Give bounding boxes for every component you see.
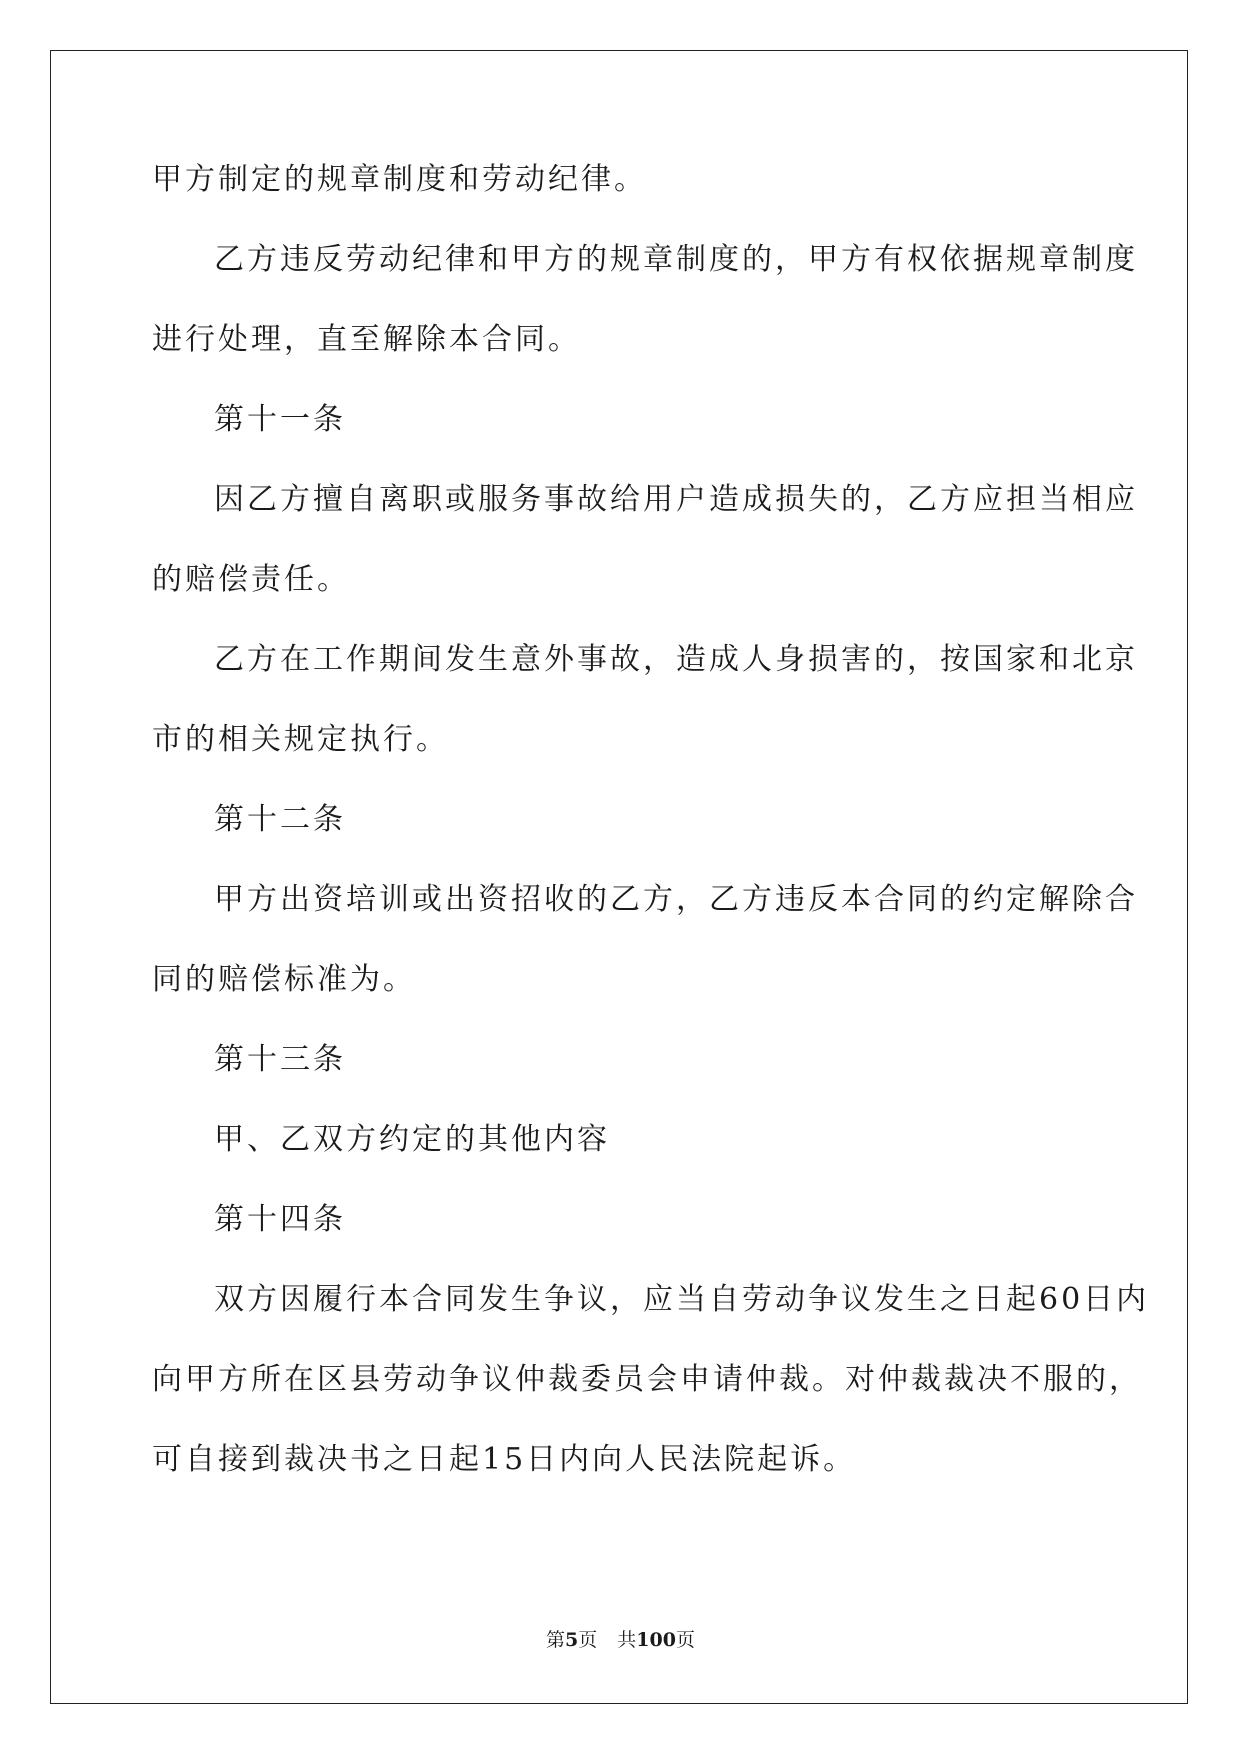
paragraph-line: 向甲方所在区县劳动争议仲裁委员会申请仲裁。对仲裁裁决不服的，	[152, 1362, 1142, 1397]
paragraph-line: 因乙方擅自离职或服务事故给用户造成损失的，乙方应担当相应	[214, 482, 1138, 517]
article-heading: 第十四条	[214, 1202, 346, 1237]
paragraph-line: 甲方制定的规章制度和劳动纪律。	[152, 162, 647, 197]
paragraph-line: 进行处理，直至解除本合同。	[152, 322, 581, 357]
article-heading: 第十一条	[214, 402, 346, 437]
paragraph-line: 乙方在工作期间发生意外事故，造成人身损害的，按国家和北京	[214, 642, 1138, 677]
article-heading: 第十三条	[214, 1042, 346, 1077]
page-footer	[0, 1628, 1241, 1652]
page-prefix: 第	[546, 1629, 566, 1651]
page-number: 5	[565, 1629, 579, 1651]
paragraph-line: 可自接到裁决书之日起15日内向人民法院起诉。	[152, 1442, 857, 1477]
paragraph-line: 甲、乙双方约定的其他内容	[214, 1122, 610, 1157]
total-pages: 100	[636, 1629, 676, 1651]
paragraph-line: 甲方出资培训或出资招收的乙方，乙方违反本合同的约定解除合	[214, 882, 1138, 917]
article-heading: 第十二条	[214, 802, 346, 837]
page-suffix: 页	[578, 1629, 598, 1651]
total-prefix: 共	[617, 1629, 637, 1651]
paragraph-line: 同的赔偿标准为。	[152, 962, 416, 997]
paragraph-line: 双方因履行本合同发生争议，应当自劳动争议发生之日起60日内	[214, 1282, 1150, 1317]
paragraph-line: 市的相关规定执行。	[152, 722, 449, 757]
paragraph-line: 乙方违反劳动纪律和甲方的规章制度的，甲方有权依据规章制度	[214, 242, 1138, 277]
paragraph-line: 的赔偿责任。	[152, 562, 350, 597]
total-suffix: 页	[675, 1629, 695, 1651]
